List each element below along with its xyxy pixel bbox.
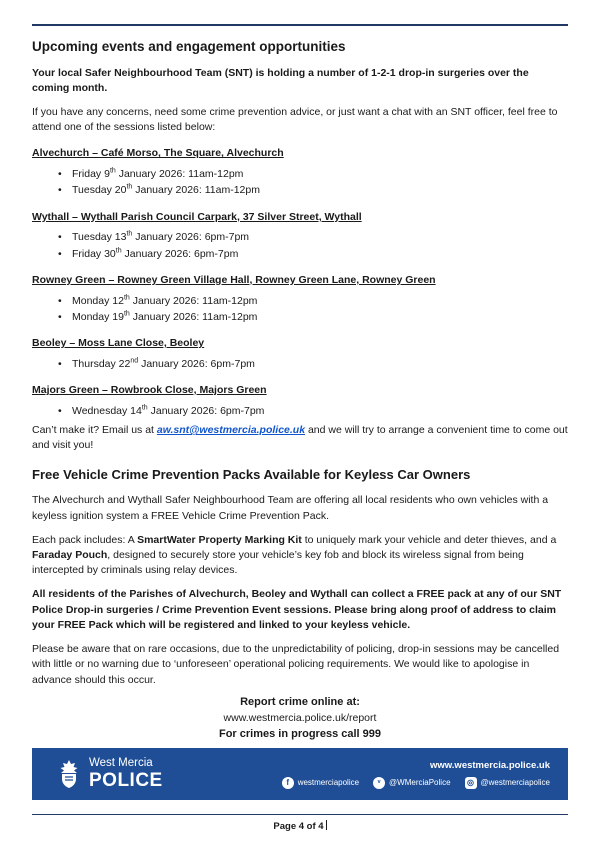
date-ordinal: th bbox=[123, 310, 130, 318]
session-list bbox=[32, 356, 568, 372]
date-ordinal: th bbox=[141, 404, 148, 412]
session-day: Thursday 22 bbox=[72, 357, 131, 370]
session-item bbox=[72, 403, 568, 419]
session-item bbox=[72, 182, 568, 198]
emergency-number-text: For crimes in progress call 999 bbox=[218, 728, 382, 741]
session-item bbox=[72, 293, 568, 309]
section-title-vehicle-packs: Free Vehicle Crime Prevention Packs Available for Keyless Car Owners bbox=[32, 467, 471, 483]
venue-heading: Beoley – Moss Lane Close, Beoley bbox=[32, 337, 205, 350]
instagram-icon: ◎ bbox=[465, 777, 477, 789]
police-crest-icon bbox=[58, 759, 80, 789]
venue-heading: Alvechurch – Café Morso, The Square, Alvechurch bbox=[32, 147, 284, 160]
session-item bbox=[72, 166, 568, 182]
smartwater-kit-label: SmartWater Property Marking Kit bbox=[137, 533, 302, 546]
session-time: January 2026: 6pm-7pm bbox=[138, 357, 255, 370]
session-list bbox=[32, 229, 568, 262]
venue-heading: Wythall – Wythall Parish Council Carpark, 37 Silver Street, Wythall bbox=[32, 210, 362, 223]
session-day: Friday 30 bbox=[72, 247, 116, 260]
contact-paragraph bbox=[32, 423, 568, 453]
social-links bbox=[282, 777, 550, 789]
session-item bbox=[72, 356, 568, 372]
social-link[interactable] bbox=[465, 777, 550, 789]
packs-paragraph-3: All residents of the Parishes of Alvechurch, Beoley and Wythall can collect a FREE pack at any of our SNT Police Drop-in surgeries / Crime Prevention Event sessions. Please bring along proof of address to claim your FREE Pack which will be registered and linked to your keyless vehicle. bbox=[32, 588, 562, 631]
date-ordinal: th bbox=[109, 167, 116, 175]
session-day: Friday 9 bbox=[72, 168, 110, 181]
brand-lockup bbox=[58, 758, 163, 791]
venue-heading: Rowney Green – Rowney Green Village Hall, Rowney Green Lane, Rowney Green bbox=[32, 273, 436, 286]
session-day: Tuesday 13 bbox=[72, 231, 127, 244]
date-ordinal: th bbox=[126, 183, 133, 191]
social-link[interactable] bbox=[373, 777, 450, 789]
contact-pre-text: Can’t make it? Email us at bbox=[32, 423, 157, 436]
venue-heading: Majors Green – Rowbrook Close, Majors Green bbox=[32, 384, 267, 397]
date-ordinal: th bbox=[115, 247, 122, 255]
social-link[interactable] bbox=[282, 777, 359, 789]
packs-paragraph-4: Please be aware that on rare occasions, due to the unpredictability of policing, drop-in sessions may be cancelled with little or no warning due to ‘unforeseen’ operational policing requirements. We would like to apologise in advance should this occur. bbox=[32, 643, 560, 686]
report-crime-title: Report crime online at: bbox=[240, 696, 360, 708]
bottom-divider bbox=[32, 814, 568, 815]
session-time: January 2026: 6pm-7pm bbox=[132, 231, 250, 244]
page-title: Upcoming events and engagement opportunities bbox=[32, 39, 346, 54]
session-list bbox=[32, 293, 568, 326]
social-handle: @WMerciaPolice bbox=[389, 778, 451, 787]
session-list bbox=[32, 166, 568, 199]
page-number-text: Page 4 of 4 bbox=[273, 821, 324, 832]
brand-text bbox=[89, 758, 163, 791]
brand-name-top: West Mercia bbox=[89, 756, 153, 769]
intro-bold-paragraph: Your local Safer Neighbourhood Team (SNT) is holding a number of 1-2-1 drop-in surgeries over the coming month. bbox=[32, 66, 529, 94]
pack-text-a: Each pack includes: A bbox=[32, 533, 138, 546]
packs-paragraph-2 bbox=[32, 533, 568, 579]
session-time: January 2026: 11am-12pm bbox=[132, 184, 260, 197]
contact-post-text: and we will try to arrange a convenient time to come out and visit you! bbox=[32, 423, 568, 452]
intro-paragraph: If you have any concerns, need some crime prevention advice, or just want a chat with an SNT officer, feel free to attend one of the sessions listed below: bbox=[32, 105, 558, 134]
session-time: January 2026: 11am-12pm bbox=[115, 168, 244, 181]
session-day: Monday 12 bbox=[72, 294, 124, 307]
faraday-pouch-label: Faraday Pouch bbox=[32, 548, 108, 561]
brand-name-bottom: POLICE bbox=[89, 770, 163, 792]
document-body bbox=[32, 24, 568, 697]
facebook-icon: f bbox=[282, 777, 294, 789]
session-item bbox=[72, 309, 568, 325]
pack-text-e: , designed to securely store your vehicle’s key fob and block its wireless signal from being intercepted by criminals using relay devices. bbox=[32, 548, 524, 577]
report-crime-url[interactable]: www.westmercia.police.uk/report bbox=[223, 711, 377, 724]
session-day: Wednesday 14 bbox=[72, 404, 142, 417]
session-list bbox=[32, 403, 568, 419]
text-caret bbox=[326, 820, 327, 830]
session-time: January 2026: 6pm-7pm bbox=[147, 404, 265, 417]
report-crime-block bbox=[32, 694, 568, 743]
social-handle: westmerciapolice bbox=[297, 778, 360, 787]
session-item bbox=[72, 246, 568, 262]
snt-email-link[interactable]: aw.snt@westmercia.police.uk bbox=[156, 423, 306, 436]
footer-website-url[interactable]: www.westmercia.police.uk bbox=[429, 759, 550, 771]
date-ordinal: nd bbox=[130, 357, 139, 365]
venue-list bbox=[32, 146, 568, 419]
session-time: January 2026: 6pm-7pm bbox=[121, 247, 239, 260]
page-number bbox=[32, 820, 568, 832]
session-day: Tuesday 20 bbox=[72, 184, 127, 197]
session-time: January 2026: 11am-12pm bbox=[129, 294, 258, 307]
session-item bbox=[72, 229, 568, 245]
packs-paragraph-1: The Alvechurch and Wythall Safer Neighbourhood Team are offering all local residents who own vehicles with a keyless ignition system a FREE Vehicle Crime Prevention Pack. bbox=[32, 494, 549, 522]
date-ordinal: th bbox=[123, 294, 130, 302]
footer-banner bbox=[32, 748, 568, 800]
social-handle: @westmerciapolice bbox=[480, 778, 550, 787]
footer-contact-block bbox=[282, 760, 550, 789]
date-ordinal: th bbox=[126, 230, 133, 238]
session-time: January 2026: 11am-12pm bbox=[129, 310, 258, 323]
pack-text-c: to uniquely mark your vehicle and deter thieves, and a bbox=[301, 533, 557, 546]
session-day: Monday 19 bbox=[72, 310, 124, 323]
twitter-icon: ᵛ bbox=[373, 777, 385, 789]
top-divider bbox=[32, 24, 568, 26]
